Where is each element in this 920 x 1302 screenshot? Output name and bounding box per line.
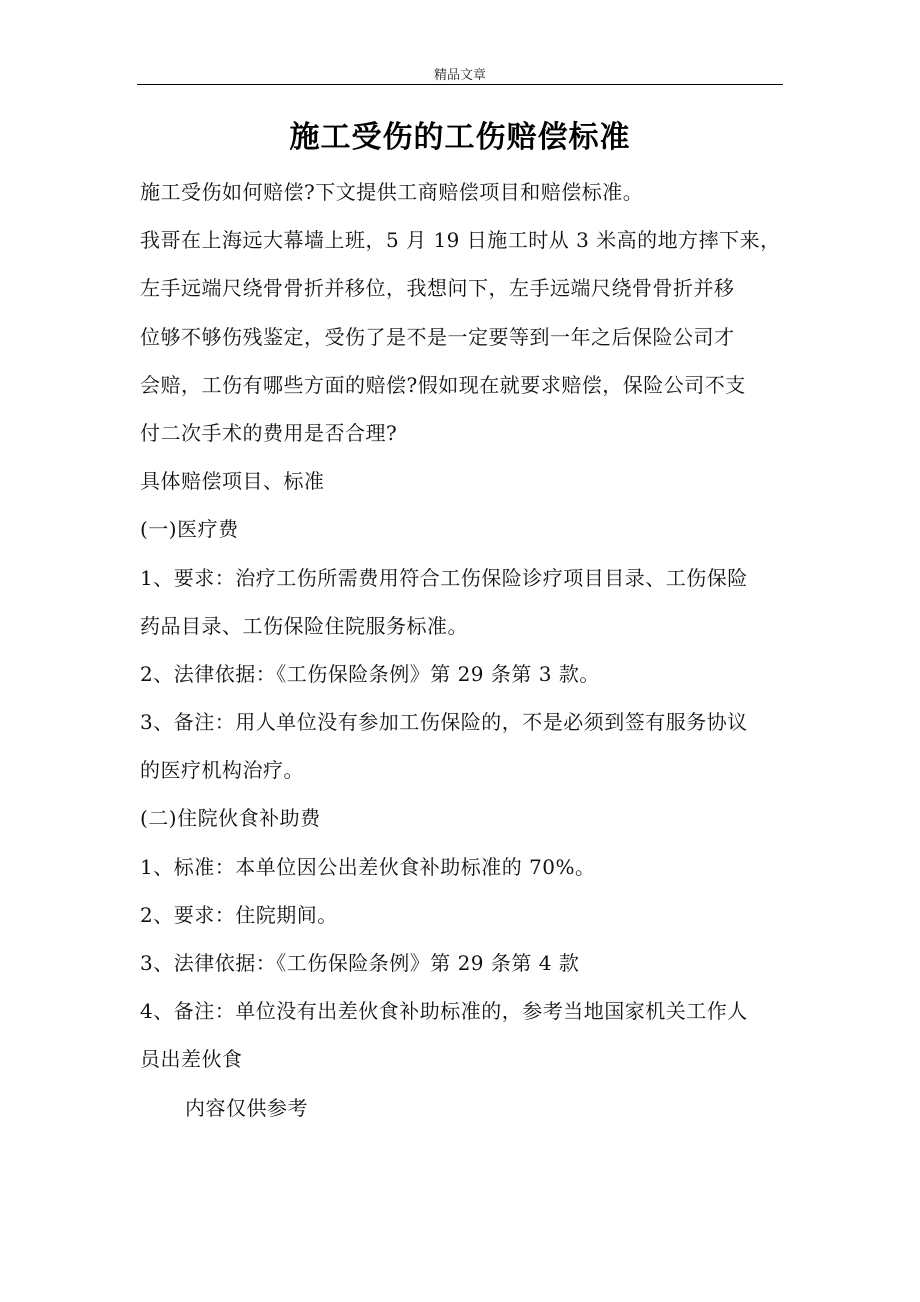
list-item-continuation: 员出差伙食 (140, 1047, 243, 1072)
subsection-heading-medical: (一)医疗费 (140, 517, 239, 542)
intro-paragraph: 施工受伤如何赔偿?下文提供工商赔偿项目和赔偿标准。 (140, 180, 644, 204)
list-item: 1、标准：本单位因公出差伙食补助标准的 70%。 (140, 854, 596, 879)
list-item: 2、法律依据：《工伤保险条例》第 29 条第 3 款。 (140, 661, 600, 686)
question-line: 位够不够伤残鉴定，受伤了是不是一定要等到一年之后保险公司才 (140, 324, 735, 349)
question-line: 付二次手术的费用是否合理? (140, 420, 398, 445)
header-divider (137, 84, 783, 85)
list-item: 3、法律依据：《工伤保险条例》第 29 条第 4 款 (140, 951, 580, 975)
list-item: 1、要求：治疗工伤所需费用符合工伤保险诊疗项目目录、工伤保险 (140, 565, 748, 590)
list-item-continuation: 药品目录、工伤保险住院服务标准。 (140, 613, 468, 638)
question-line: 左手远端尺绕骨骨折并移位，我想问下，左手远端尺绕骨骨折并移 (140, 276, 735, 301)
document-body (140, 168, 785, 1132)
list-item: 2、要求：住院期间。 (140, 902, 338, 927)
list-item: 3、备注：用人单位没有参加工伤保险的，不是必须到签有服务协议 (140, 710, 748, 735)
subsection-heading-meal-subsidy: (二)住院伙食补助费 (140, 806, 321, 831)
page-header: 精品文章 (433, 68, 486, 83)
section-heading: 具体赔偿项目、标准 (140, 469, 325, 494)
question-line: 我哥在上海远大幕墙上班，5 月 19 日施工时从 3 米高的地方摔下来， (140, 228, 781, 253)
footer-note: 内容仅供参考 (185, 1095, 308, 1120)
question-line: 会赔，工伤有哪些方面的赔偿?假如现在就要求赔偿，保险公司不支 (140, 372, 746, 397)
list-item-continuation: 的医疗机构治疗。 (140, 758, 304, 783)
list-item: 4、备注：单位没有出差伙食补助标准的，参考当地国家机关工作人 (140, 999, 748, 1024)
document-title: 施工受伤的工伤赔偿标准 (289, 120, 631, 155)
